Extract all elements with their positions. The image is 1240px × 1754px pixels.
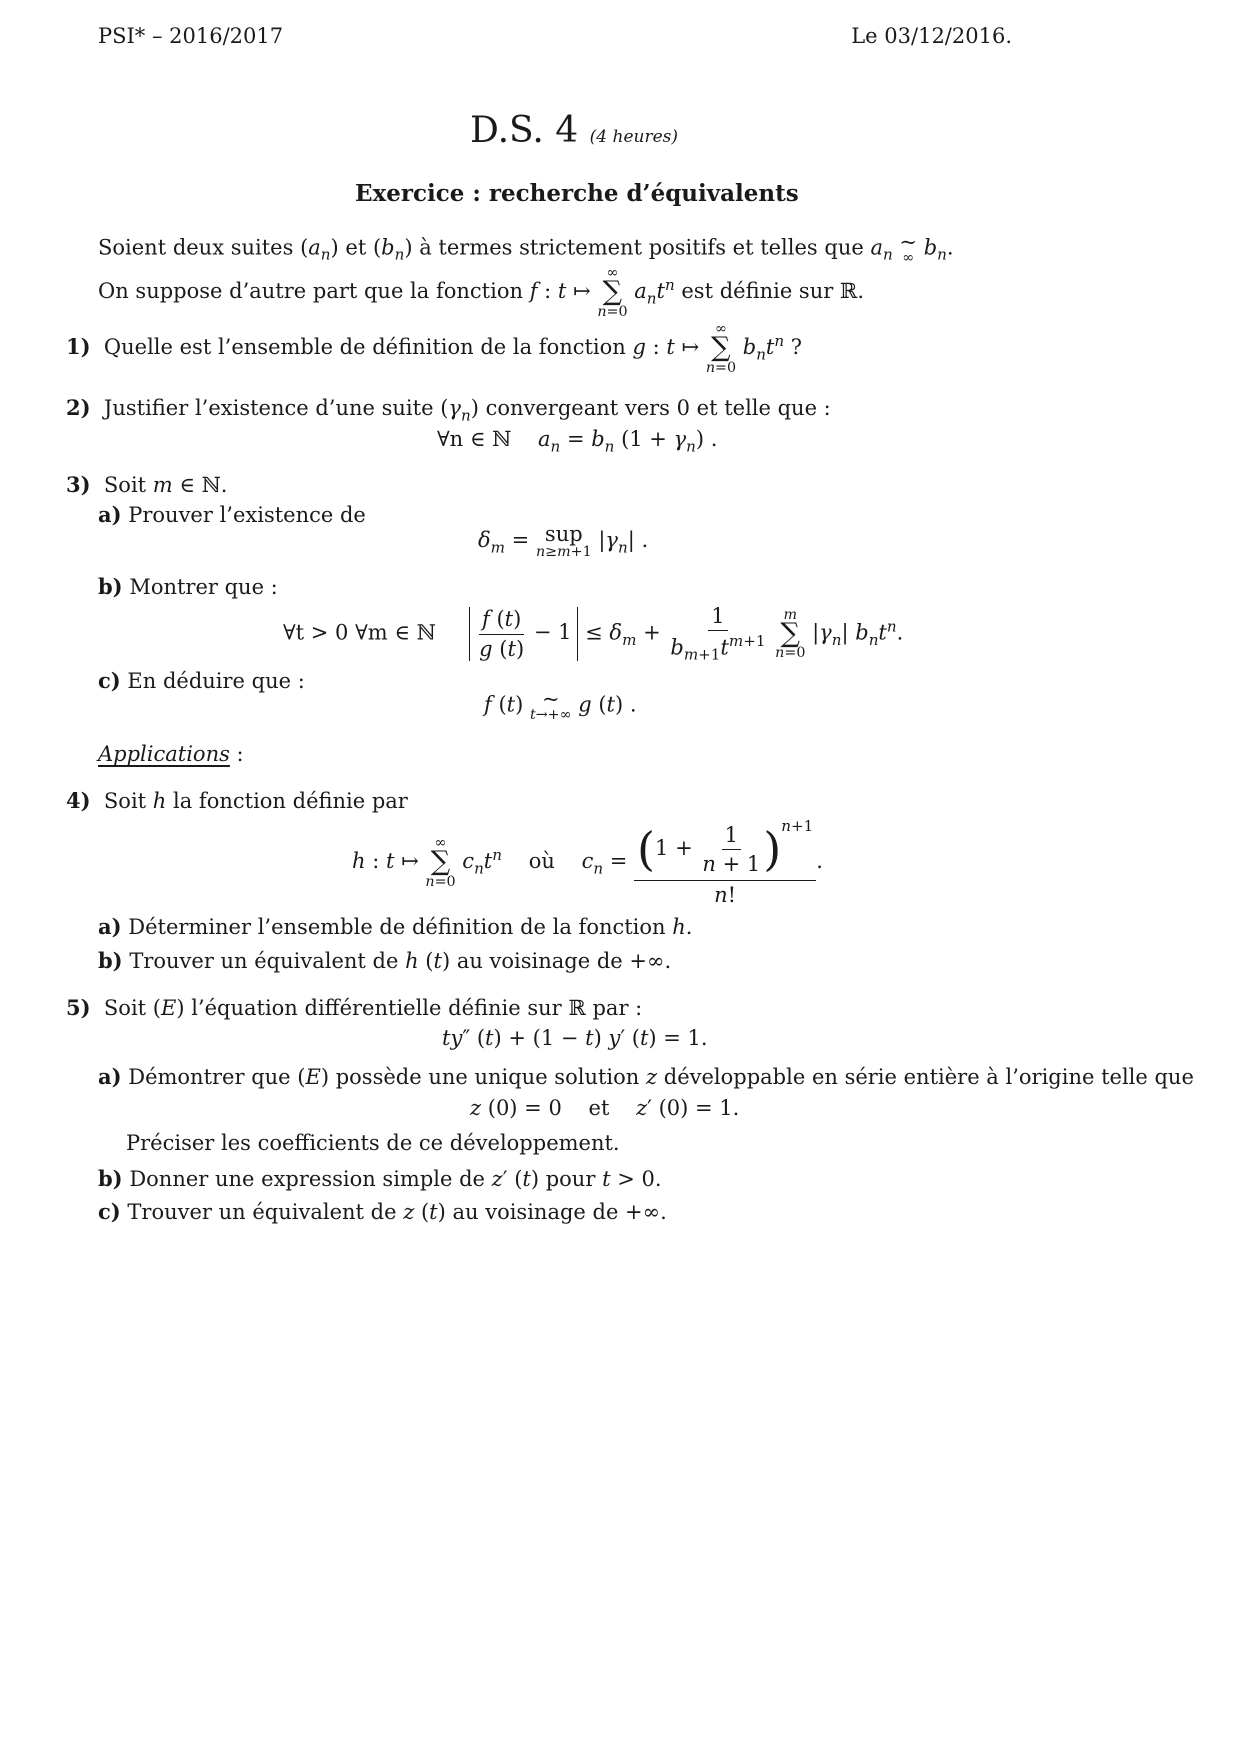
page-title [470, 110, 678, 151]
question-3: 3) Soit m ∈ ℕ. [66, 472, 228, 497]
question-3a: a) Prouver l’existence de [98, 502, 366, 527]
intro-line-1: Soient deux suites $(a_n)$ et $(b_n)$ à termes strictement positifs et telles que $a_n$ ~ ∞ $b_n$. [98, 230, 954, 266]
question-3a-formula: $\delta_m$ = sup n≥m+1 $|\gamma_n|$ . [478, 522, 649, 560]
title-duration: (4 heures) [589, 127, 679, 147]
intro-line-2: On suppose d’autre part que la fonction f : t ↦ ∞ ∑ n=0 $a_nt^n$ est définie sur ℝ. [98, 265, 865, 320]
question-5-equation: ty″ (t) + (1 − t) y′ (t) = 1. [442, 1026, 708, 1050]
question-2: 2) Justifier l’existence d’une suite $(\gamma_n)$ convergeant vers 0 et telle que : [66, 395, 831, 425]
question-5b: b) Donner une expression simple de z′ (t) pour t > 0. [98, 1166, 662, 1191]
question-1: 1) Quelle est l’ensemble de définition de la fonction g : t ↦ ∞ ∑ n=0 $b_nt^n$ ? [66, 321, 803, 376]
question-4-formula: h : t ↦ ∞ ∑ n=0 $c_nt^n$ où $c_n$ = (1 + $\frac{1}{n + 1}$ )$^{n+1}$ n! . [352, 817, 823, 908]
question-3b: b) Montrer que : [98, 574, 278, 599]
question-2-formula: ∀n ∈ ℕ $a_n = b_n$ $(1 + \gamma_n)$ . [437, 427, 718, 456]
question-3b-formula: ∀t > 0 ∀m ∈ ℕ $\frac{f (t)}{g (t)}$ − $1 \le \delta_m$ + $\frac{1}{b_{m+1}t^{m+1}}$ m ∑ n=0 $|\gamma_n|$ $b_nt^n$. [283, 604, 904, 664]
question-4: 4) Soit h la fonction définie par [66, 788, 408, 813]
question-4a: a) Déterminer l’ensemble de définition de la fonction h. [98, 914, 693, 939]
question-5c: c) Trouver un équivalent de z (t) au voisinage de +∞. [98, 1199, 667, 1224]
question-3c-formula: f (t) ~ t→+∞ g (t) . [484, 687, 637, 723]
question-3c: c) En déduire que : [98, 668, 305, 693]
question-5a: a) Démontrer que (E) possède une unique solution z développable en série entière à l’origine telle que [98, 1064, 1194, 1089]
question-5: 5) Soit (E) l’équation différentielle définie sur ℝ par : [66, 995, 643, 1020]
header-date: Le 03/12/2016. [851, 24, 1012, 48]
question-5a-precise: Préciser les coefficients de ce développement. [126, 1131, 620, 1155]
exercise-heading: Exercice : recherche d’équivalents [355, 180, 799, 207]
question-5a-conditions: z (0) = 0 et z′ (0) = 1. [470, 1096, 740, 1120]
question-4b: b) Trouver un équivalent de h (t) au voisinage de +∞. [98, 948, 672, 973]
title-main: D.S. 4 [470, 110, 579, 151]
applications-heading: Applications : [98, 742, 244, 766]
header-class-year: PSI* – 2016/2017 [98, 24, 284, 48]
